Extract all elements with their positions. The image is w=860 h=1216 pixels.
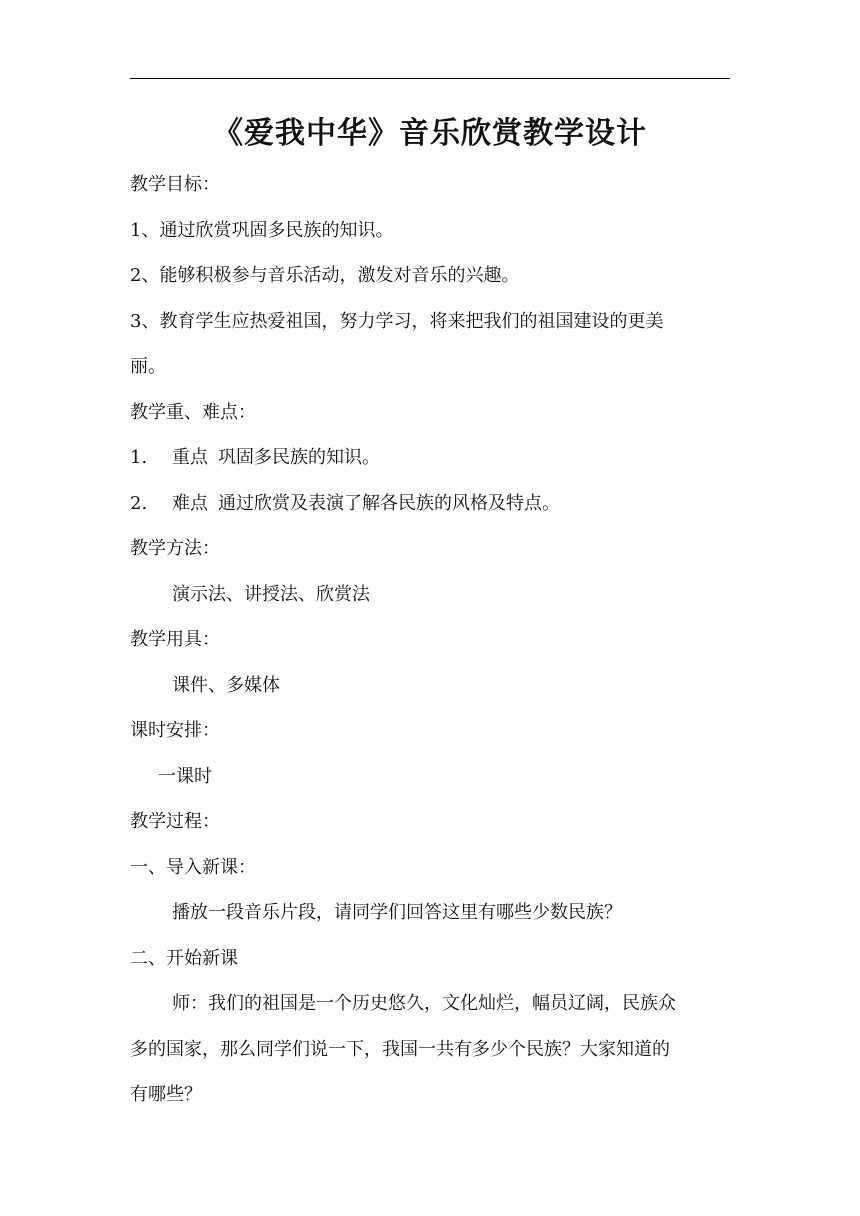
header-rule — [130, 78, 730, 79]
schedule-heading: 课时安排： — [130, 720, 220, 741]
methods-heading: 教学方法： — [130, 538, 220, 559]
document-title: 《爱我中华》音乐欣赏教学设计 — [213, 116, 647, 151]
key-point-2-number: 2. — [130, 492, 148, 514]
objective-1: 1、通过欣赏巩固多民族的知识。 — [130, 219, 394, 241]
key-point-2 — [130, 481, 730, 527]
objective-2: 2、能够积极参与音乐活动，激发对音乐的兴趣。 — [130, 265, 520, 286]
key-point-2-text: 通过欣赏及表演了解各民族的风格及特点。 — [218, 492, 560, 514]
tools-heading: 教学用具： — [130, 629, 220, 650]
key-point-1-label: 重点 — [172, 447, 208, 468]
schedule-text: 一课时 — [158, 765, 212, 787]
section-2-line-1: 师：我们的祖国是一个历史悠久，文化灿烂，幅员辽阔，民族众 — [172, 993, 676, 1014]
objectives-heading: 教学目标： — [130, 174, 220, 195]
tools-text: 课件、多媒体 — [172, 674, 280, 696]
section-2-heading: 二、开始新课 — [130, 947, 238, 969]
process-heading: 教学过程： — [130, 811, 220, 832]
key-point-1 — [130, 435, 730, 481]
methods-text: 演示法、讲授法、欣赏法 — [172, 583, 370, 605]
section-2-line-2: 多的国家，那么同学们说一下，我国一共有多少个民族？大家知道的 — [130, 1038, 670, 1060]
section-1-heading: 一、导入新课： — [130, 856, 256, 878]
document-body — [130, 162, 730, 1118]
objective-3-continued: 丽。 — [130, 356, 166, 377]
key-points-heading: 教学重、难点： — [130, 401, 256, 423]
section-1-text: 播放一段音乐片段，请同学们回答这里有哪些少数民族？ — [172, 902, 622, 923]
objective-3: 3、教育学生应热爱祖国，努力学习，将来把我们的祖国建设的更美 — [130, 310, 664, 332]
section-2-line-3: 有哪些？ — [130, 1084, 202, 1105]
key-point-1-text: 巩固多民族的知识。 — [218, 447, 380, 468]
key-point-1-number: 1. — [130, 447, 148, 468]
key-point-2-label: 难点 — [172, 492, 208, 514]
